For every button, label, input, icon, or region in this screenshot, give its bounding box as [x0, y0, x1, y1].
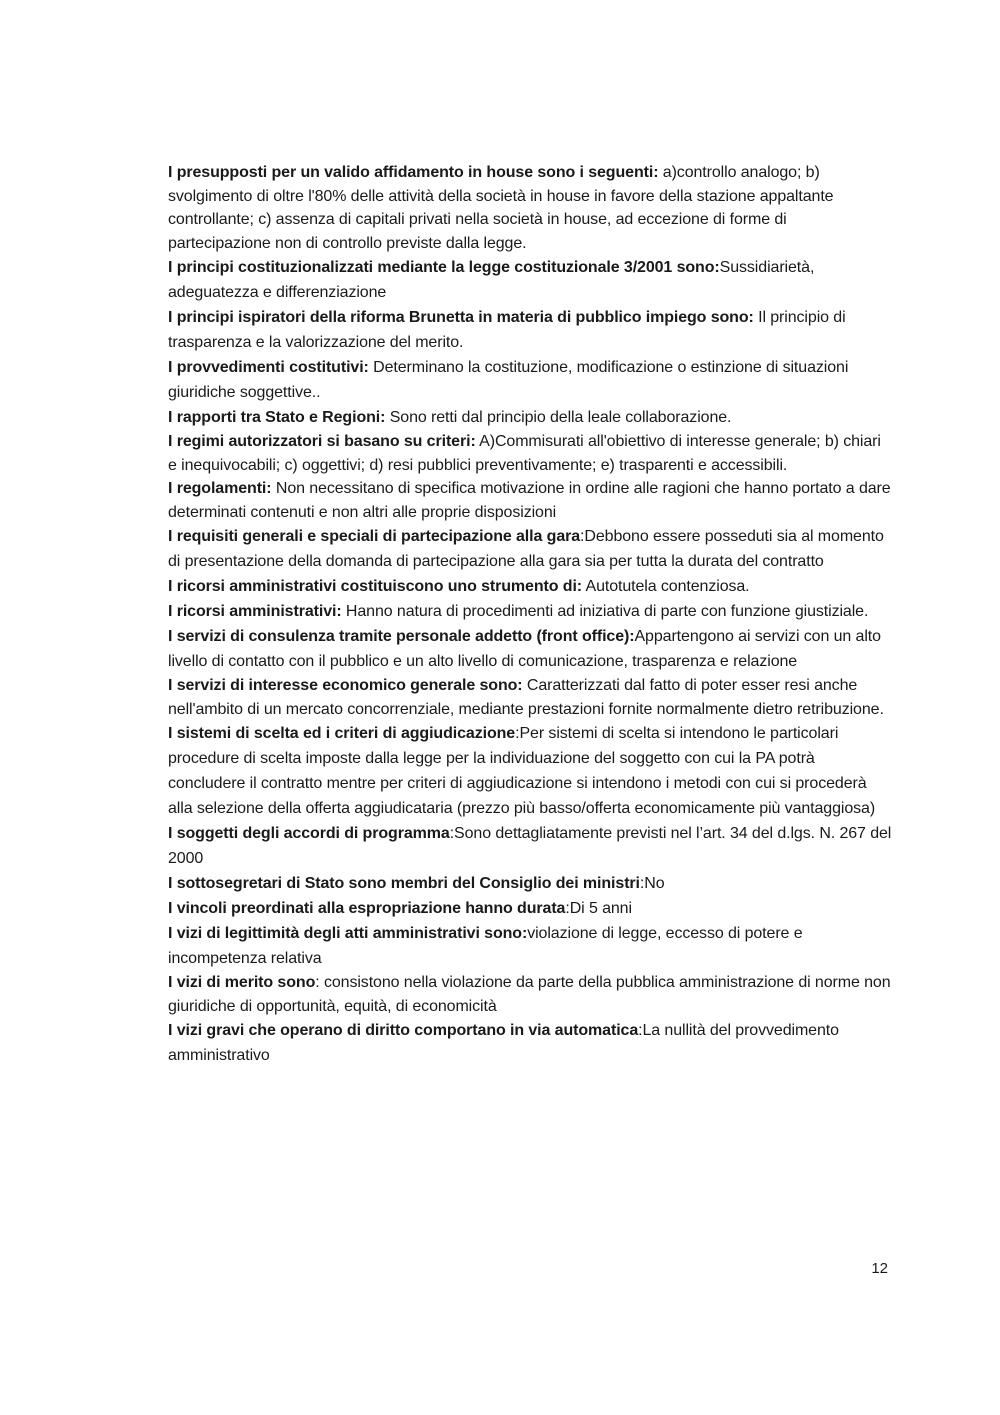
glossary-entry — [168, 921, 892, 971]
entry-text: : consistono nella violazione da parte della pubblica amministrazione di norme non giuridiche di opportunità, equità, di economicità — [168, 974, 891, 1015]
glossary-entry — [168, 430, 892, 477]
glossary-entry — [168, 355, 892, 405]
entry-text: :No — [639, 875, 665, 892]
entry-text: Il principio di trasparenza e la valorizzazione del merito. — [168, 309, 846, 351]
entry-term: I sottosegretari di Stato sono membri del Consiglio dei ministri — [168, 875, 640, 892]
entry-term: I vizi di merito sono — [168, 974, 316, 991]
glossary-entry — [168, 305, 892, 355]
glossary-entry — [168, 971, 892, 1018]
entry-term: I vizi gravi che operano di diritto comportano in via automatica — [168, 1022, 639, 1039]
entry-term: I vincoli preordinati alla espropriazione hanno durata — [168, 900, 566, 917]
entry-text: Caratterizzati dal fatto di poter esser resi anche nell'ambito di un mercato concorrenziale, mediante prestazioni fornite normalmente dietro retribuzione. — [168, 677, 884, 718]
entry-text: Appartengono ai servizi con un alto livello di contatto con il pubblico e un alto livello di comunicazione, trasparenza e relazione — [168, 628, 881, 670]
glossary-entry — [168, 821, 892, 871]
entry-text: Autotutela contenziosa. — [582, 578, 750, 595]
glossary-entry — [168, 524, 892, 574]
glossary-entry — [168, 599, 892, 624]
entry-term: I regimi autorizzatori si basano su criteri: — [168, 433, 476, 450]
entry-text: violazione di legge, eccesso di potere e incompetenza relativa — [168, 925, 803, 967]
entry-text: A)Commisurati all'obiettivo di interesse generale; b) chiari e inequivocabili; c) oggettivi; d) resi pubblici preventivamente; e) trasparenti e accessibili. — [168, 433, 881, 474]
entry-text: :La nullità del provvedimento amministrativo — [168, 1022, 839, 1064]
entry-term: I soggetti degli accordi di programma — [168, 825, 450, 842]
entry-term: I ricorsi amministrativi: — [168, 603, 342, 620]
glossary-content — [168, 161, 892, 1068]
entry-term: I servizi di consulenza tramite personale addetto (front office): — [168, 628, 635, 645]
entry-text: :Debbono essere posseduti sia al momento di presentazione della domanda di partecipazione alla gara sia per tutta la durata del contratto — [168, 528, 884, 570]
entry-text: Sussidiarietà, adeguatezza e differenziazione — [168, 259, 815, 301]
glossary-entry — [168, 1018, 892, 1068]
entry-term: I vizi di legittimità degli atti amministrativi sono: — [168, 925, 528, 942]
entry-text: Sono retti dal principio della leale collaborazione. — [385, 409, 732, 426]
entry-text: Determinano la costituzione, modificazione o estinzione di situazioni giuridiche soggettive.. — [168, 359, 849, 401]
glossary-entry — [168, 871, 892, 896]
entry-term: I provvedimenti costitutivi: — [168, 359, 369, 376]
entry-term: I ricorsi amministrativi costituiscono uno strumento di: — [168, 578, 583, 595]
glossary-entry — [168, 405, 892, 430]
entry-term: I presupposti per un valido affidamento in house sono i seguenti: — [168, 164, 659, 181]
glossary-entry — [168, 255, 892, 305]
entry-term: I regolamenti: — [168, 480, 272, 497]
entry-text: :Di 5 anni — [565, 900, 632, 917]
glossary-entry — [168, 896, 892, 921]
entry-text: Non necessitano di specifica motivazione in ordine alle ragioni che hanno portato a dare determinati contenuti e non altri alle proprie disposizioni — [168, 480, 891, 521]
glossary-entry — [168, 161, 892, 255]
glossary-entry — [168, 624, 892, 674]
entry-term: I servizi di interesse economico generale sono: — [168, 677, 523, 694]
entry-term: I principi ispiratori della riforma Brunetta in materia di pubblico impiego sono: — [168, 309, 754, 326]
entry-text: Hanno natura di procedimenti ad iniziativa di parte con funzione giustiziale. — [341, 603, 869, 620]
entry-term: I sistemi di scelta ed i criteri di aggiudicazione — [168, 725, 516, 742]
page-number: 12 — [871, 1260, 888, 1277]
glossary-entry — [168, 574, 892, 599]
entry-text: :Sono dettagliatamente previsti nel l’art. 34 del d.lgs. N. 267 del 2000 — [168, 825, 892, 867]
entry-text: a)controllo analogo; b) svolgimento di oltre l'80% delle attività della società in house in favore della stazione appaltante controllante; c) assenza di capitali privati nella società in house, ad eccezione di forme di partecipazione non di controllo previste dalla legge. — [168, 164, 834, 252]
entry-term: I requisiti generali e speciali di partecipazione alla gara — [168, 528, 581, 545]
entry-text: :Per sistemi di scelta si intendono le particolari procedure di scelta imposte dalla legge per la individuazione del soggetto con cui la PA potrà concludere il contratto mentre per criteri di aggiudicazione si intendono i metodi con cui si procederà alla selezione della offerta aggiudicataria (prezzo più basso/offerta economicamente più vantaggiosa) — [168, 725, 876, 817]
entry-term: I rapporti tra Stato e Regioni: — [168, 409, 386, 426]
glossary-entry — [168, 721, 892, 821]
glossary-entry — [168, 674, 892, 721]
glossary-entry — [168, 477, 892, 524]
entry-term: I principi costituzionalizzati mediante la legge costituzionale 3/2001 sono: — [168, 259, 720, 276]
